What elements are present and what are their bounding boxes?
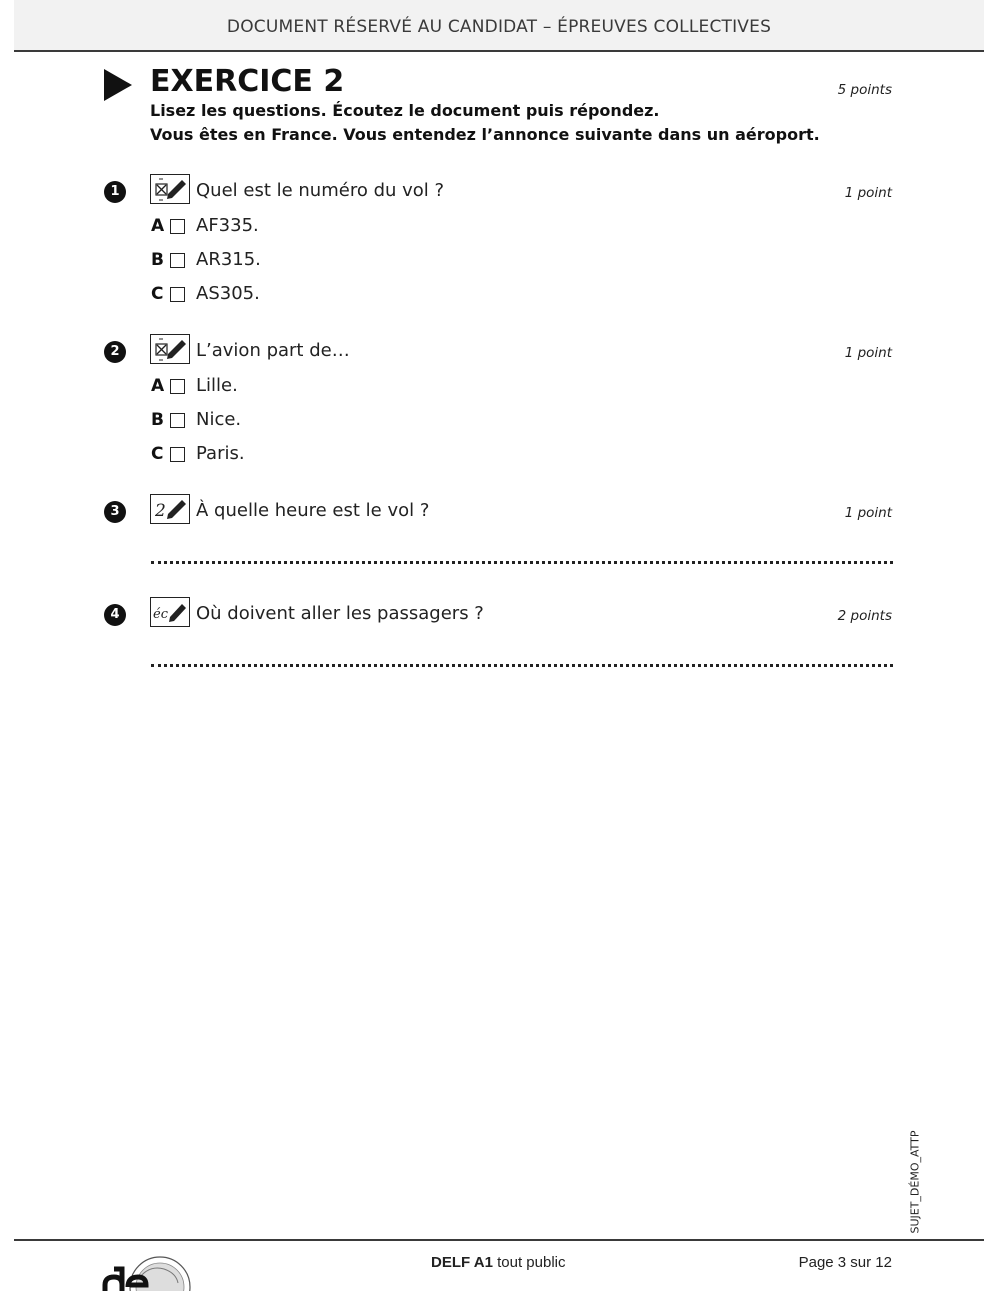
question-number-1: 1 [104, 181, 126, 203]
question-text-2: L’avion part de… [196, 340, 350, 361]
write-number-pencil-icon [150, 494, 190, 524]
check-box-pencil-icon [150, 174, 190, 204]
answer-line-3[interactable] [151, 561, 893, 564]
exam-name [431, 1254, 566, 1271]
page-number: Page 3 sur 12 [798, 1254, 892, 1271]
question-number-2: 2 [104, 341, 126, 363]
option-text: AR315. [196, 249, 261, 270]
question-number-4: 4 [104, 604, 126, 626]
option-letter: B [151, 410, 164, 430]
answer-line-4[interactable] [151, 664, 893, 667]
answer-checkbox[interactable] [170, 413, 185, 428]
answer-checkbox[interactable] [170, 219, 185, 234]
question-number-3: 3 [104, 501, 126, 523]
question-text-4: Où doivent aller les passagers ? [196, 603, 484, 624]
instruction-line-2: Vous êtes en France. Vous entendez l’annonce suivante dans un aéroport. [150, 125, 820, 144]
option-letter: B [151, 250, 164, 270]
exam-level: DELF A1 [431, 1254, 493, 1271]
write-text-pencil-icon [150, 597, 190, 627]
document-code: SUJET_DÉMO_ATTP [908, 1130, 922, 1234]
instruction-line-1: Lisez les questions. Écoutez le document puis répondez. [150, 101, 660, 120]
exercise-title: EXERCICE 2 [150, 64, 345, 99]
option-text: AS305. [196, 283, 260, 304]
icon-number-label: 2 [155, 501, 166, 521]
exercise-points: 5 points [837, 82, 892, 98]
question-text-1: Quel est le numéro du vol ? [196, 180, 445, 201]
question-points-3: 1 point [844, 505, 892, 521]
option-text: Nice. [196, 409, 242, 430]
option-letter: C [151, 444, 164, 464]
exercise-arrow-icon [104, 69, 132, 101]
answer-checkbox[interactable] [170, 253, 185, 268]
answer-checkbox[interactable] [170, 379, 185, 394]
option-letter: A [151, 376, 165, 396]
exam-audience: tout public [492, 1254, 566, 1271]
check-box-pencil-icon [150, 334, 190, 364]
option-text: AF335. [196, 215, 259, 236]
option-text: Lille. [196, 375, 238, 396]
icon-text-label: éc [153, 607, 168, 622]
question-text-3: À quelle heure est le vol ? [196, 500, 430, 521]
answer-checkbox[interactable] [170, 447, 185, 462]
question-points-1: 1 point [844, 185, 892, 201]
option-text: Paris. [196, 443, 245, 464]
footer-divider [14, 1239, 984, 1241]
answer-checkbox[interactable] [170, 287, 185, 302]
question-points-4: 2 points [837, 608, 892, 624]
question-points-2: 1 point [844, 345, 892, 361]
option-letter: C [151, 284, 164, 304]
option-letter: A [151, 216, 165, 236]
document-banner: DOCUMENT RÉSERVÉ AU CANDIDAT – ÉPREUVES COLLECTIVES [14, 0, 984, 52]
delf-logo-icon [100, 1247, 196, 1291]
